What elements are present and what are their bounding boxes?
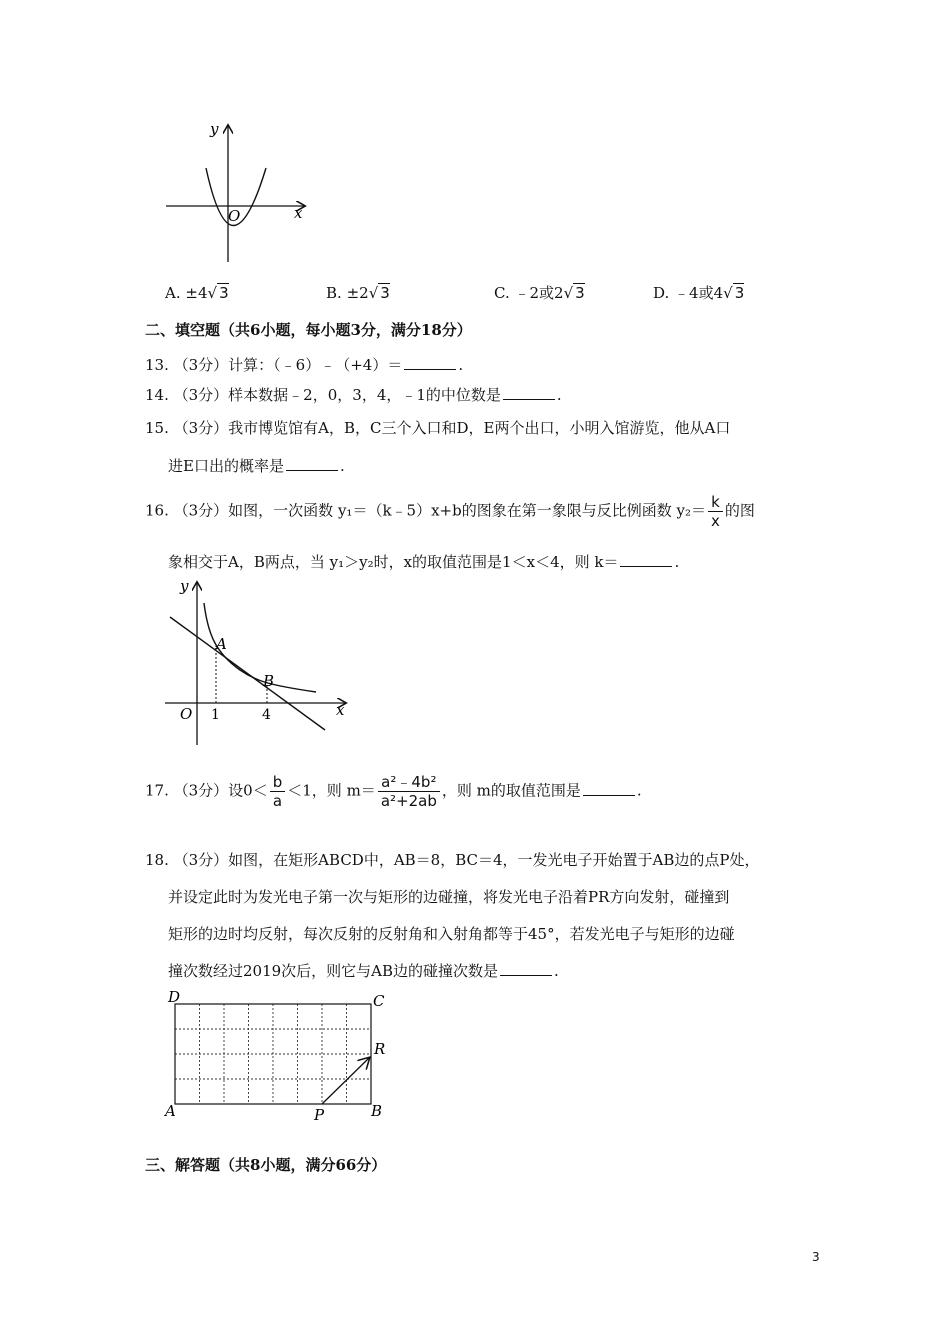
sqrt-symbol: √ 3 — [207, 284, 229, 302]
question-15-line2: 进E口出的概率是 . — [168, 457, 345, 475]
question-15-line1: 15. （3分）我市博览馆有A，B，C三个入口和D，E两个出口，小明入馆游览，他从A口 — [145, 419, 731, 437]
sqrt-symbol: √ 3 — [368, 284, 390, 302]
sqrt-symbol: √ 3 — [723, 284, 745, 302]
grid-lines — [175, 1004, 371, 1104]
option-c: C. ﹣2或2√ 3 — [494, 284, 585, 302]
section-3-title: 三、解答题（共8小题，满分66分） — [145, 1156, 387, 1174]
question-18-line3: 矩形的边时均反射，每次反射的反射角和入射角都等于45°，若发光电子与矩形的边碰 — [168, 925, 735, 943]
fraction-m-expression: $\frac{\text{a²﹣4b²}}{\text{a²+2ab}}$ — [378, 773, 440, 810]
page-number: 3 — [812, 1250, 820, 1264]
x-label: x — [294, 204, 303, 222]
question-18-line1: 18. （3分）如图，在矩形ABCD中，AB＝8，BC＝4，一发光电子开始置于AB边的点P处， — [145, 851, 760, 869]
y-label: y — [180, 577, 189, 595]
parabola-figure — [160, 118, 310, 266]
answer-blank[interactable] — [503, 385, 555, 400]
point-r-label: R — [374, 1040, 386, 1058]
x-label: x — [336, 701, 345, 719]
hyperbola-figure — [160, 575, 360, 747]
answer-blank[interactable] — [583, 781, 635, 796]
question-16-line2: 象相交于A，B两点，当 y₁＞y₂时，x的取值范围是1＜x＜4，则 k＝ . — [168, 553, 680, 571]
option-d: D. ﹣4或4√ 3 — [653, 284, 745, 302]
origin-label: O — [180, 705, 193, 723]
point-a-label: A — [216, 635, 227, 653]
answer-blank[interactable] — [500, 961, 552, 976]
vertex-c-label: C — [373, 992, 385, 1010]
answer-blank[interactable] — [404, 355, 456, 370]
option-b: B. ±2√ 3 — [326, 284, 390, 302]
point-b-label: B — [263, 672, 275, 690]
fraction-k-over-x: $\frac{k}{x}$ — [708, 493, 723, 530]
option-a: A. ±4√ 3 — [165, 284, 229, 302]
question-13: 13. （3分）计算：（﹣6）﹣（+4）＝ . — [145, 356, 464, 374]
question-18-line4: 撞次数经过2019次后，则它与AB边的碰撞次数是 . — [168, 962, 559, 980]
vertex-d-label: D — [168, 988, 181, 1006]
origin-label: O — [228, 207, 241, 225]
vertex-a-label: A — [165, 1102, 176, 1120]
ray-pr — [322, 1058, 369, 1104]
question-14: 14. （3分）样本数据﹣2，0，3，4，﹣1的中位数是 . — [145, 386, 562, 404]
rectangle-grid-figure — [160, 988, 400, 1126]
tick-label-4: 4 — [262, 707, 271, 723]
section-2-title: 二、填空题（共6小题，每小题3分，满分18分） — [145, 321, 472, 339]
fraction-b-over-a: $\frac{b}{a}$ — [270, 773, 286, 810]
question-17: 17. （3分）设0＜ $\frac{b}{a}$ ＜1，则 m＝ $\frac{\text{a²﹣4b²}}{\text{a²+2ab}}$ ，则 m的取值范围是 . — [145, 773, 642, 810]
answer-blank[interactable] — [620, 552, 672, 567]
vertex-b-label: B — [371, 1102, 383, 1120]
question-18-line2: 并设定此时为发光电子第一次与矩形的边碰撞，将发光电子沿着PR方向发射，碰撞到 — [168, 888, 730, 906]
linear-function-line — [170, 617, 325, 730]
y-label: y — [210, 120, 219, 138]
question-16-line1: 16. （3分）如图，一次函数 y₁＝（k﹣5）x+b的图象在第一象限与反比例函数 y₂＝ $\frac{k}{x}$ 的图 — [145, 493, 755, 530]
answer-blank[interactable] — [286, 456, 338, 471]
point-p-label: P — [314, 1106, 325, 1124]
sqrt-symbol: √ 3 — [563, 284, 585, 302]
tick-label-1: 1 — [211, 707, 220, 723]
